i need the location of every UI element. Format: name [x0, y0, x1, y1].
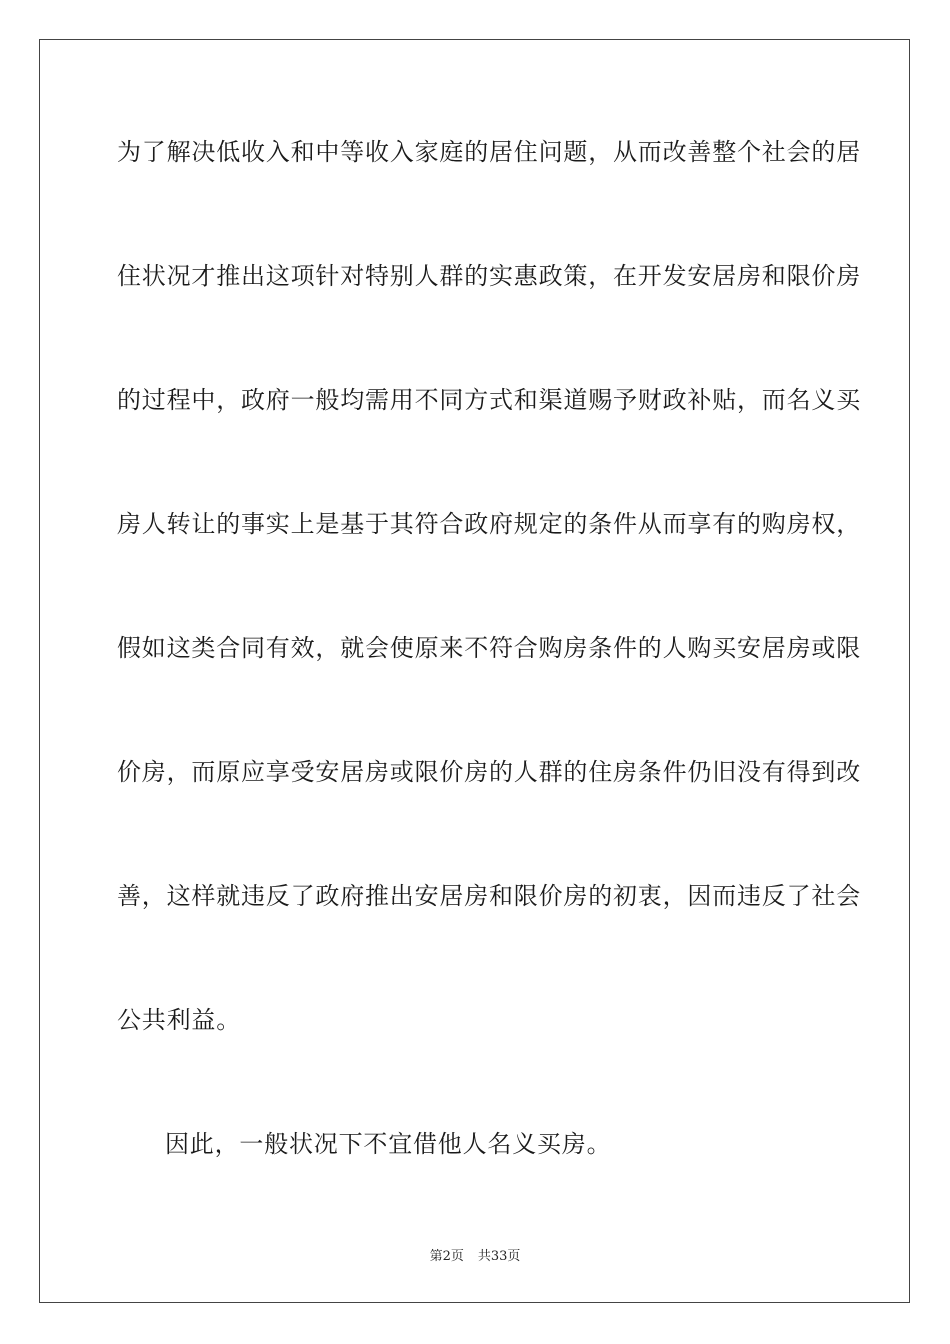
page-total: 共33页 [477, 1249, 521, 1264]
conclusion-paragraph: 因此，一般状况下不宜借他人名义买房。 [165, 1130, 612, 1158]
paragraph-line-5: 假如这类合同有效，就会使原来不符合购房条件的人购买安居房或限 [117, 634, 861, 662]
paragraph-line-7: 善，这样就违反了政府推出安居房和限价房的初衷，因而违反了社会 [117, 882, 861, 910]
page-footer [0, 1248, 950, 1266]
paragraph-line-4: 房人转让的事实上是基于其符合政府规定的条件从而享有的购房权， [117, 510, 861, 538]
paragraph-line-1: 为了解决低收入和中等收入家庭的居住问题，从而改善整个社会的居 [117, 138, 861, 166]
page-number: 第2页 [429, 1249, 464, 1264]
paragraph-line-8: 公共利益。 [117, 1006, 241, 1034]
page-border [39, 39, 910, 1303]
paragraph-line-6: 价房，而原应享受安居房或限价房的人群的住房条件仍旧没有得到改 [117, 758, 861, 786]
paragraph-line-3: 的过程中，政府一般均需用不同方式和渠道赐予财政补贴，而名义买 [117, 386, 861, 414]
paragraph-line-2: 住状况才推出这项针对特别人群的实惠政策，在开发安居房和限价房 [117, 262, 861, 290]
